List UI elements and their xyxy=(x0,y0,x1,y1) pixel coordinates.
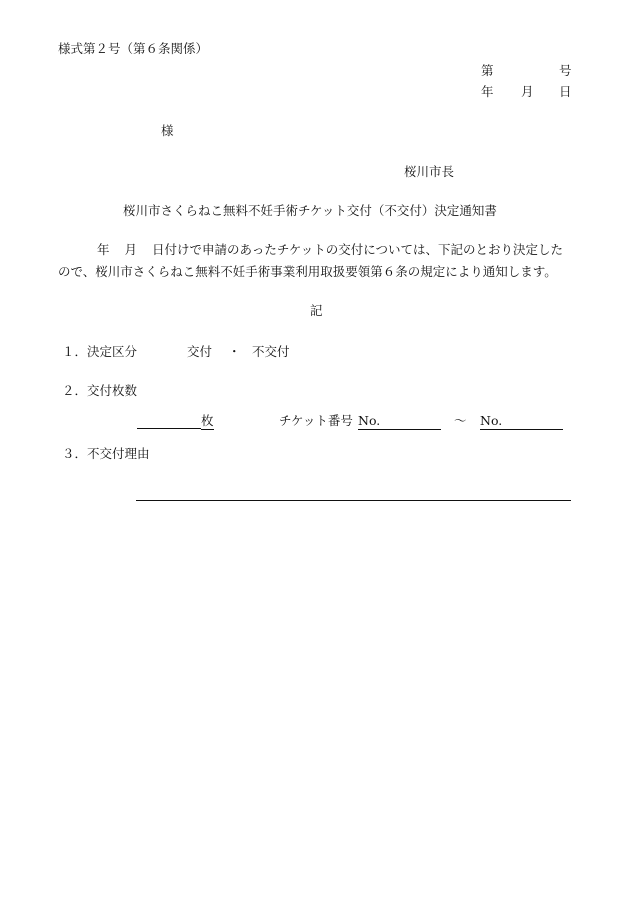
count-label: ２．交付枚数 xyxy=(62,383,138,398)
range-separator: ～ xyxy=(454,413,467,428)
date-month: 月 xyxy=(521,84,534,99)
decision-label: １．決定区分 xyxy=(62,344,138,359)
ticket-label: チケット番号 xyxy=(279,413,353,428)
form-label: 様式第２号（第６条関係） xyxy=(58,41,209,56)
decision-dot: ・ xyxy=(228,344,241,359)
date-day: 日 xyxy=(559,84,572,99)
body-line2: ので、桜川市さくらねこ無料不妊手術事業利用取扱要領第６条の規定により通知します。 xyxy=(58,264,557,279)
ticket-no-from: No. xyxy=(358,415,441,430)
decision-deny: 不交付 xyxy=(252,344,290,359)
doc-number-suffix: 号 xyxy=(559,63,572,78)
doc-number-prefix: 第 xyxy=(481,63,494,78)
date-year: 年 xyxy=(481,84,494,99)
ki-heading: 記 xyxy=(310,303,323,318)
reason-label: ３．不交付理由 xyxy=(62,446,150,461)
body-year: 年 xyxy=(97,242,110,257)
sender-name: 桜川市長 xyxy=(404,164,455,179)
decision-grant: 交付 xyxy=(187,344,213,359)
body-line1-rest: 日付けで申請のあったチケットの交付については、下記のとおり決定した xyxy=(152,242,564,257)
recipient-honorific: 様 xyxy=(161,123,174,138)
body-month: 月 xyxy=(124,242,138,257)
count-blank-line xyxy=(137,428,201,429)
ticket-no-to: No. xyxy=(480,415,563,430)
body-line1 xyxy=(97,244,563,257)
reason-blank-line xyxy=(136,500,571,501)
count-unit: 枚 xyxy=(201,413,214,428)
document-title: 桜川市さくらねこ無料不妊手術チケット交付（不交付）決定通知書 xyxy=(123,203,497,218)
